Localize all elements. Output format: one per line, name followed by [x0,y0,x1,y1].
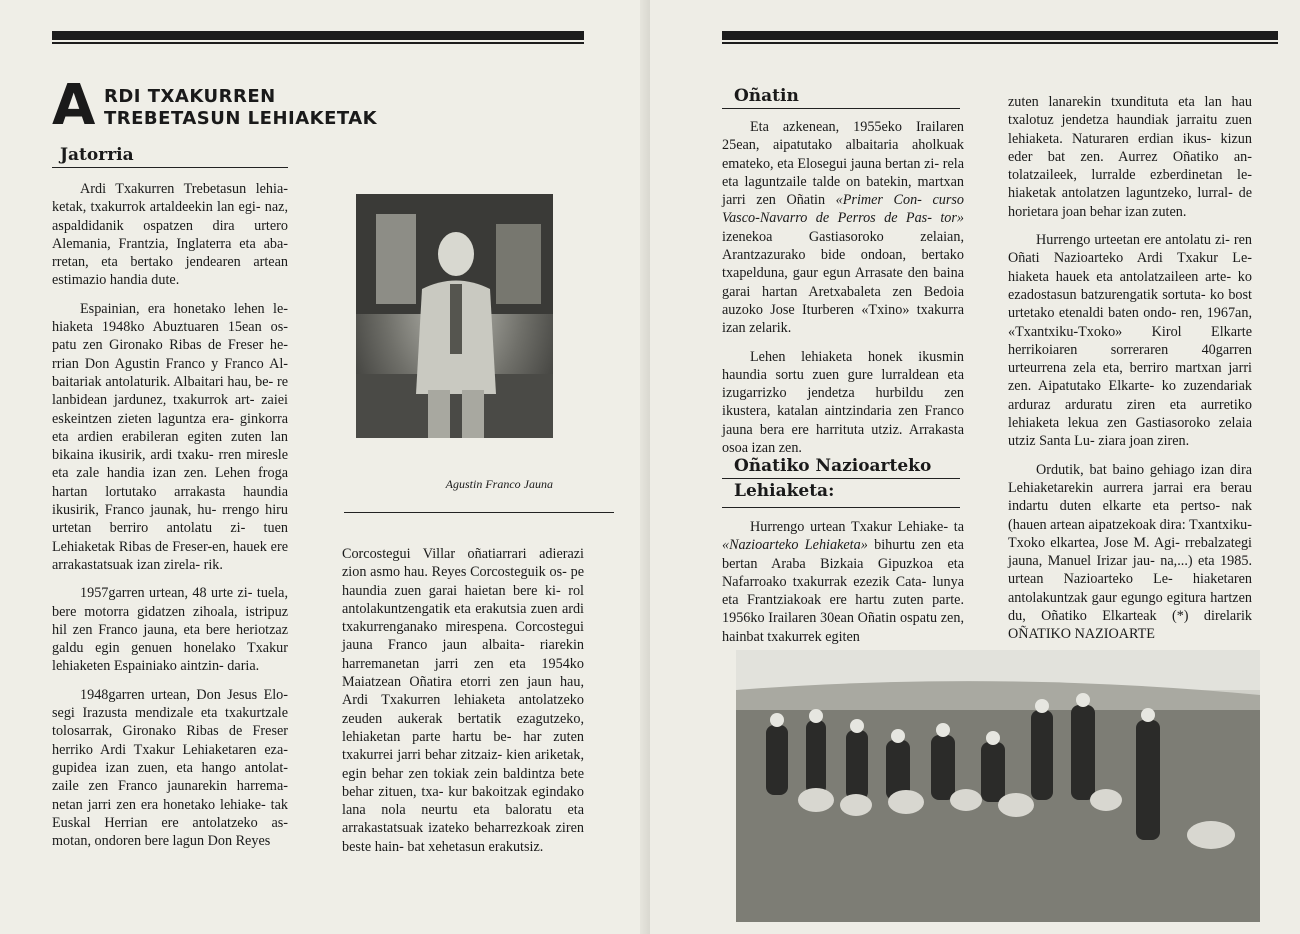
section-heading-onatin: Oñatin [734,86,799,106]
text-span: izenekoa Gastiasoroko zelaian, Arantzazurako bide ondoan, bertako txapelduna, gaur egun Arrasate den baina garai hartan Aretxabaleta zen Bedoia auzoko Jose Iturberen «Txino» txakurra izan zelarik. [722,228,964,337]
group-photo [736,650,1260,922]
right-column-1 [722,118,964,467]
italic-span: «Nazioarteko Lehiaketa» [722,537,868,554]
paragraph: Hurrengo urteetan ere antolatu zi- ren Oñati Nazioarteko Ardi Txakur Le- hiaketa hauek eta antolatzaileen arte- ko ezadostasun batzurengatik sortuta- ko bost urtetako etenaldi baten ondo- ren, 1967an, «Txantxiku-Txoko» Kirol Elkarte herrikoiaren sorreraren 40garren urteurrena zela eta, berriro martxan jarri zen. Aipatutako Elkarte- ko zuzendariak arduraz arduratu ziren eta aurretiko lehiaketa lekua zen Gastiasoroko zelaia utziz Santa Lu- ziara joan ziren. [1008,232,1252,450]
paragraph: Corcostegui Villar oñatiarrari adierazi zion asmo hau. Reyes Corcosteguik os- pe haundia zuen garai haietan bere ki- rol antolakuntzengatik eta erakutsia zuen ardi txakurrenganako mirespena. Corcostegui jauna Franco jaun albaita- riarekin harremanetan jarri zen eta 1954ko Maiatzean Oñatira etorri zen jaun hau, Ardi Txakurren lehiaketa antolatzeko zeuden aukerak bertatik ezagutzeko, lehiaketan parte hartu be- har zuten txakurrei jarri behar zitzaiz- kien ariketak, egin behar zen tokiak zein baldintza bete behar zituen, txa- kur bakoitzak egindako lana nola neurtu eta baloratu eta arrakastatsuak izateko beharrezkoak ziren beste hain- bat xehetasun erakutsiz. [342,546,584,855]
heading-line-1: Oñatiko Nazioarteko [734,456,932,476]
heading-underline [722,478,960,479]
group-photo-shepherds-dogs-icon [736,650,1260,922]
section-heading-jatorria: Jatorria [60,145,134,165]
heading-underline [722,507,960,508]
paragraph: Ordutik, bat baino gehiago izan dira Lehiaketarekin aurrera jarrai era berau indartu duten elkarte eta pertso- nak (hauen artean aipatzekoak dira: Txantxiku-Txoko elkartea, Jose M. Agi- rrebalzategi jauna, Manuel Irizar jau- na,...) eta 1985. urtean Nazioarteko Le- hiaketaren antolakuntzak gaur egungo egitura hartzen du, Oñatiko Elkarteak (*) direlarik OÑATIKO NAZIOARTE [1008,461,1252,643]
paragraph [722,118,964,338]
section-heading-nazioarteko [734,454,931,504]
top-rule [722,31,1278,40]
heading-line-2: Lehiaketa: [734,481,835,501]
paragraph: Ardi Txakurren Trebetasun lehia- ketak, txakurrok artaldeekin lan egi- naz, aspaldidanik ospatzen dira urtero Alemania, Frantzia, Inglaterra eta aba- rretan, eta bertako jendearen artean estimazio handia dute. [52,181,288,289]
portrait-photo [356,194,553,438]
left-column-1 [52,180,288,860]
title-line-1: RDI TXAKURREN [104,86,276,107]
article-title [104,86,377,130]
title-line-2: TREBETASUN LEHIAKETAK [104,108,378,129]
italic-span: «Primer Con- curso Vasco-Navarro de Perros de Pas- tor» [722,192,964,227]
text-span: Eta azkenean, 1955eko Irailaren 25ean, aipatutako albaitaria aholkuak emateko, eta Elosegui jauna bertan zi- rela eta laguntzaile talde on batekin, martxan jarri zen Oñatin [722,119,964,209]
caption-rule [344,512,614,513]
right-column-2 [1008,93,1252,654]
paragraph: Lehen lehiaketa honek ikusmin haundia sortu zuen gure lurraldean eta izugarrizko jendetza hurbildu zen ikustera, katalan aintzindaria zen Franco jauna bera ere harrituta utziz. Arrakasta osoa izan zen. [722,348,964,457]
photo-caption: Agustin Franco Jauna [445,477,553,491]
left-column-2 [342,545,584,866]
right-column-1-continued [722,518,964,656]
heading-underline [722,108,960,109]
paragraph: zuten lanarekin txundituta eta lan hau txalotuz jendetza haundiak jarraitu zuen lehiaketa. Naturaren erdian ikus- kizun eder bat zen. Aurrez Oñatiko an- tolatzaileek, lurralde ezberdinetan le- hiaketak antolatzen laguntzeko, lurral- de horietara joan behar izan zuten. [1008,94,1252,220]
text-span: Hurrengo urtean Txakur Lehiake- ta [750,519,964,535]
text-span: bihurtu zen eta bertan Araba Bizkaia Gipuzkoa eta Nafarroako txakurrak ezezik Cata- lunya eta Frantziakoak ere hartu zuten parte. 1956ko Irailaren 30ean Oñatin ospatu zen, hainbat txakurrek egiten [722,537,964,645]
top-rule [52,31,584,40]
portrait-photo-icon [356,194,553,438]
heading-underline [52,167,288,168]
dropcap: A [52,73,96,138]
paragraph: 1957garren urtean, 48 urte zi- tuela, bere motorra gidatzen zihoala, istripuz hil zen Franco jauna, eta bere heriotzaz galdu egin genuen honelako Txakur lehiaketen Espainiako aintzin- daria. [52,585,288,675]
paragraph [722,518,964,646]
paragraph: 1948garren urtean, Don Jesus Elo- segi Irazusta mendizale eta txakurtzale tolosarrak, Gironako Ribas de Freser herriko Ardi Txakur Lehiaketaren eza- gupidea izan zuen, eta hango antolat- zaile zen Franco jaunarekin harrema- netan jarri zen era honetako lehiake- tak Euskal Herrian ere antolatzeko as- motan, ondoren bere lagun Don Reyes [52,686,288,850]
paragraph: Espainian, era honetako lehen le- hiaketa 1948ko Abuztuaren 15ean os- patu zen Gironako Ribas de Freser he- rrian Don Agustin Franco y Franco Al- baitariak antolaturik. Albaitari hau, be- re lanbidean jardunez, txakurrok art- zaiei eskeintzen zieten laguntza era- ginkorra eta ardien erabileran egiten zuten lan bikaina ikusirik, ardi txaku- rren miresle eta zale handia izan zen. Lehen froga hartan lortutako arrakasta haundia ikusirik, Franco jaunak, hu- rrengo hiru urtetan berriro antolatu zi- tuen Lehiaketak Ribas de Freser-en, hauek ere arrakastatsuak izan zirela- rik. [52,300,288,573]
